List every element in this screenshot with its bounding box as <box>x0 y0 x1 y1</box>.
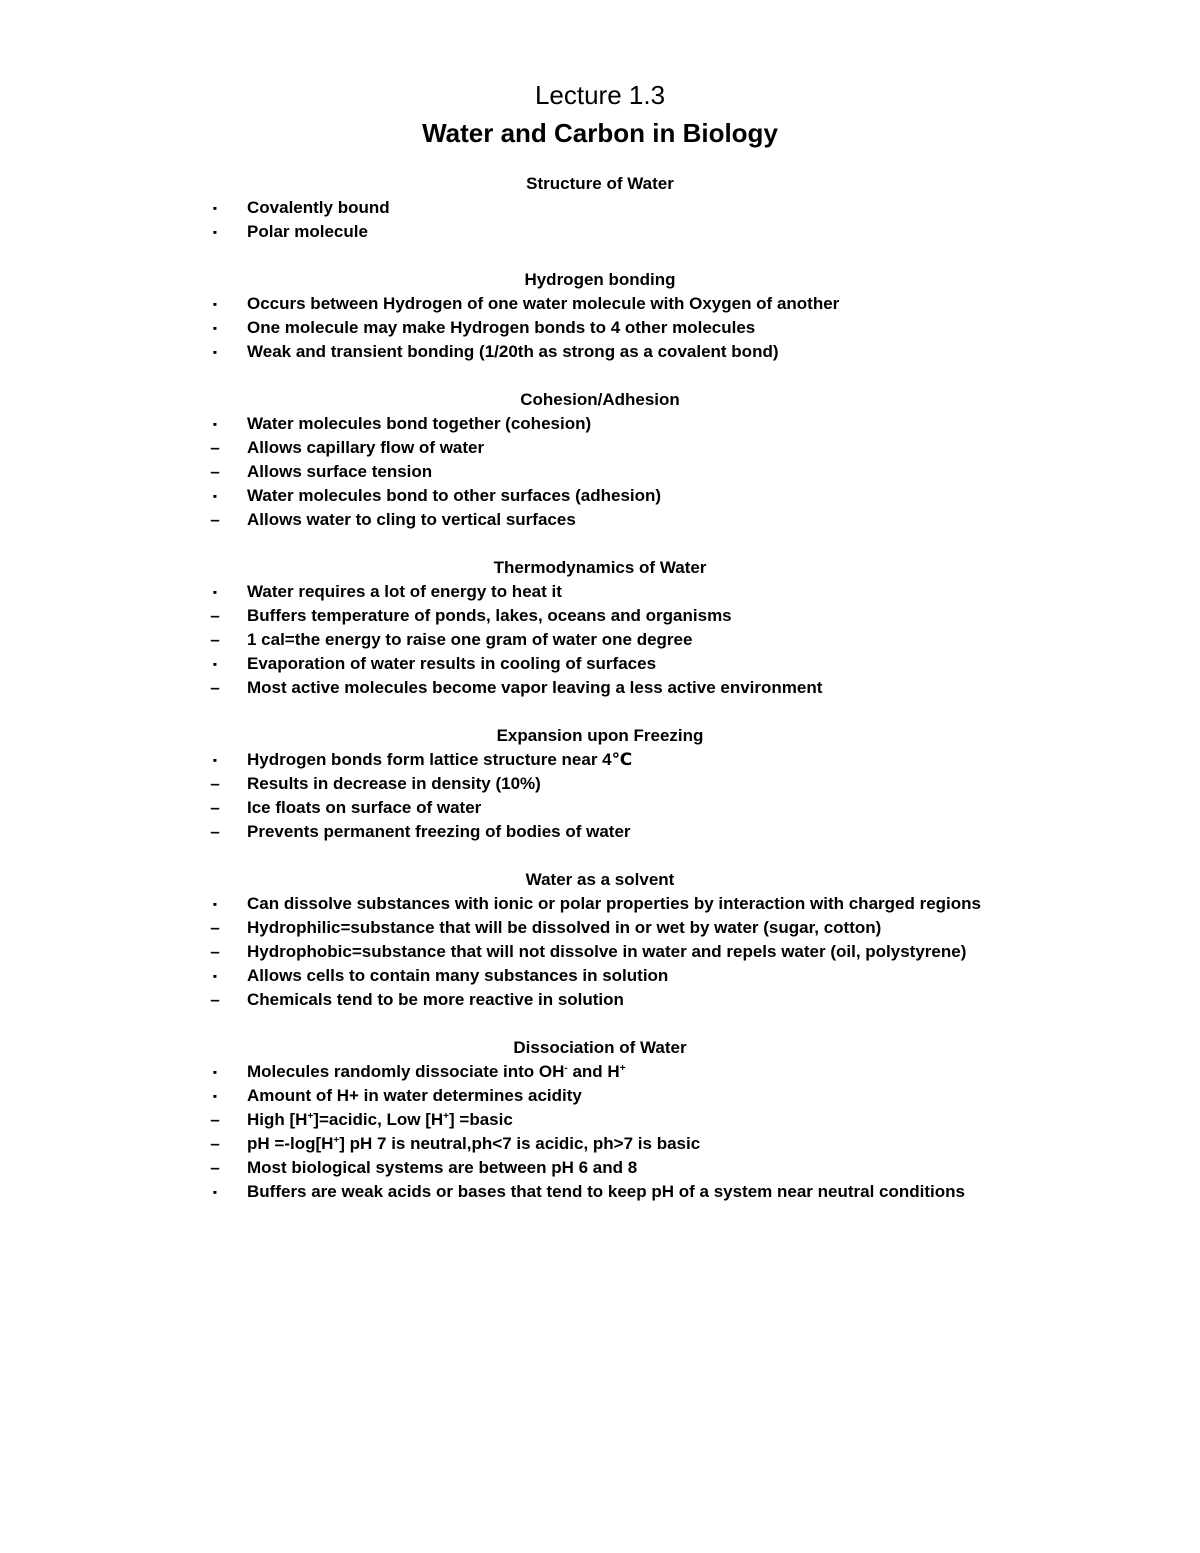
dash-marker-icon: – <box>210 1158 220 1177</box>
square-bullet-icon: ▪ <box>212 321 218 335</box>
item-text: Allows cells to contain many substances in solution <box>247 966 669 985</box>
dash-subitem <box>0 916 1200 940</box>
dash-marker-icon: – <box>210 918 220 937</box>
section-list <box>0 1060 1200 1204</box>
item-text: Water molecules bond together (cohesion) <box>247 414 592 433</box>
text-run: pH =-log[H <box>247 1134 334 1153</box>
text-run: ]=acidic, Low [H <box>313 1110 444 1129</box>
square-bullet-icon: ▪ <box>212 897 218 911</box>
dash-marker-icon: – <box>210 942 220 961</box>
section <box>0 868 1200 1012</box>
item-text: Allows surface tension <box>247 462 433 481</box>
dash-marker-icon: – <box>210 510 220 529</box>
dash-marker-icon: – <box>210 630 220 649</box>
section-list <box>0 748 1200 844</box>
square-bullet-icon: ▪ <box>212 345 218 359</box>
dash-subitem <box>0 1108 1200 1132</box>
bullet-item <box>0 1084 1200 1108</box>
dash-subitem <box>0 628 1200 652</box>
item-text: Water requires a lot of energy to heat it <box>247 582 562 601</box>
dash-subitem <box>0 940 1200 964</box>
dash-subitem <box>0 988 1200 1012</box>
text-run: ] pH 7 is neutral,ph<7 is acidic, ph>7 is basic <box>339 1134 701 1153</box>
dash-subitem <box>0 796 1200 820</box>
dash-subitem <box>0 460 1200 484</box>
dash-marker-icon: – <box>210 438 220 457</box>
section-list <box>0 292 1200 364</box>
section <box>0 172 1200 244</box>
text-run: Molecules randomly dissociate into OH <box>247 1062 565 1081</box>
item-text: Water molecules bond to other surfaces (adhesion) <box>247 486 662 505</box>
superscript: + <box>307 1111 314 1122</box>
lecture-sections <box>0 172 1200 1228</box>
dash-marker-icon: – <box>210 1110 220 1129</box>
item-text: 1 cal=the energy to raise one gram of water one degree <box>247 630 693 649</box>
bullet-item <box>0 748 1200 772</box>
superscript: + <box>333 1135 340 1146</box>
section-heading: Dissociation of Water <box>513 1038 687 1057</box>
section-heading: Structure of Water <box>526 174 674 193</box>
section <box>0 724 1200 844</box>
square-bullet-icon: ▪ <box>212 585 218 599</box>
square-bullet-icon: ▪ <box>212 489 218 503</box>
square-bullet-icon: ▪ <box>212 1185 218 1199</box>
text-run: ] =basic <box>449 1110 513 1129</box>
section-heading: Cohesion/Adhesion <box>520 390 680 409</box>
item-text: Most biological systems are between pH 6 and 8 <box>247 1158 638 1177</box>
dash-subitem <box>0 1156 1200 1180</box>
item-text: Prevents permanent freezing of bodies of water <box>247 822 631 841</box>
item-text: Chemicals tend to be more reactive in solution <box>247 990 624 1009</box>
item-text: Covalently bound <box>247 198 390 217</box>
section-list <box>0 412 1200 532</box>
dash-subitem <box>0 436 1200 460</box>
dash-subitem <box>0 1132 1200 1156</box>
item-text: Allows water to cling to vertical surfaces <box>247 510 576 529</box>
dash-marker-icon: – <box>210 462 220 481</box>
square-bullet-icon: ▪ <box>212 225 218 239</box>
section <box>0 268 1200 364</box>
square-bullet-icon: ▪ <box>212 657 218 671</box>
lecture-number: Lecture 1.3 <box>534 80 666 110</box>
square-bullet-icon: ▪ <box>212 297 218 311</box>
section-heading: Water as a solvent <box>525 870 675 889</box>
dash-marker-icon: – <box>210 678 220 697</box>
bullet-item <box>0 340 1200 364</box>
square-bullet-icon: ▪ <box>212 1065 218 1079</box>
lecture-topic: Water and Carbon in Biology <box>422 118 778 148</box>
section <box>0 1036 1200 1204</box>
item-text: Hydrophilic=substance that will be dissolved in or wet by water (sugar, cotton) <box>247 918 882 937</box>
dash-subitem <box>0 820 1200 844</box>
item-text: Allows capillary flow of water <box>247 438 485 457</box>
bullet-item <box>0 892 1200 916</box>
item-text: Polar molecule <box>247 222 368 241</box>
bullet-item <box>0 1180 1200 1204</box>
dash-marker-icon: – <box>210 822 220 841</box>
bullet-item <box>0 196 1200 220</box>
section <box>0 388 1200 532</box>
dash-marker-icon: – <box>210 606 220 625</box>
dash-marker-icon: – <box>210 990 220 1009</box>
item-text: Most active molecules become vapor leaving a less active environment <box>247 678 823 697</box>
section-list <box>0 892 1200 1012</box>
lecture-title <box>0 76 1200 152</box>
square-bullet-icon: ▪ <box>212 417 218 431</box>
section-list <box>0 196 1200 244</box>
item-text: Evaporation of water results in cooling of surfaces <box>247 654 657 673</box>
bullet-item <box>0 316 1200 340</box>
section-list <box>0 580 1200 700</box>
item-text <box>247 1060 626 1084</box>
superscript: + <box>619 1063 626 1074</box>
section-heading: Thermodynamics of Water <box>493 558 707 577</box>
item-text: Hydrophobic=substance that will not dissolve in water and repels water (oil, polystyrene) <box>247 942 967 961</box>
dash-subitem <box>0 676 1200 700</box>
square-bullet-icon: ▪ <box>212 201 218 215</box>
bullet-item <box>0 292 1200 316</box>
dash-subitem <box>0 508 1200 532</box>
item-text: Weak and transient bonding (1/20th as strong as a covalent bond) <box>247 342 779 361</box>
text-run: High [H <box>247 1110 308 1129</box>
bullet-item <box>0 652 1200 676</box>
square-bullet-icon: ▪ <box>212 969 218 983</box>
bullet-item <box>0 412 1200 436</box>
text-run: and H <box>567 1062 620 1081</box>
bullet-item <box>0 220 1200 244</box>
dash-marker-icon: – <box>210 774 220 793</box>
section-heading: Expansion upon Freezing <box>496 726 704 745</box>
square-bullet-icon: ▪ <box>212 753 218 767</box>
section <box>0 556 1200 700</box>
dash-marker-icon: – <box>210 798 220 817</box>
item-text: Occurs between Hydrogen of one water molecule with Oxygen of another <box>247 294 840 313</box>
item-text: Can dissolve substances with ionic or polar properties by interaction with charged regions <box>247 894 981 913</box>
section-heading: Hydrogen bonding <box>524 270 676 289</box>
item-text <box>247 1132 700 1156</box>
bullet-item <box>0 484 1200 508</box>
bullet-item <box>0 964 1200 988</box>
bullet-item <box>0 580 1200 604</box>
dash-marker-icon: – <box>210 1134 220 1153</box>
item-text: Results in decrease in density (10%) <box>247 774 541 793</box>
item-text: Amount of H+ in water determines acidity <box>247 1086 582 1105</box>
superscript: - <box>564 1063 568 1074</box>
bullet-item <box>0 1060 1200 1084</box>
square-bullet-icon: ▪ <box>212 1089 218 1103</box>
item-text: One molecule may make Hydrogen bonds to 4 other molecules <box>247 318 756 337</box>
dash-subitem <box>0 604 1200 628</box>
item-text: Buffers are weak acids or bases that tend to keep pH of a system near neutral conditions <box>247 1182 965 1201</box>
item-text: Ice floats on surface of water <box>247 798 482 817</box>
item-text <box>247 1108 513 1132</box>
dash-subitem <box>0 772 1200 796</box>
item-text: Buffers temperature of ponds, lakes, oceans and organisms <box>247 606 732 625</box>
item-text: Hydrogen bonds form lattice structure near 4℃ <box>247 750 633 769</box>
superscript: + <box>443 1111 450 1122</box>
